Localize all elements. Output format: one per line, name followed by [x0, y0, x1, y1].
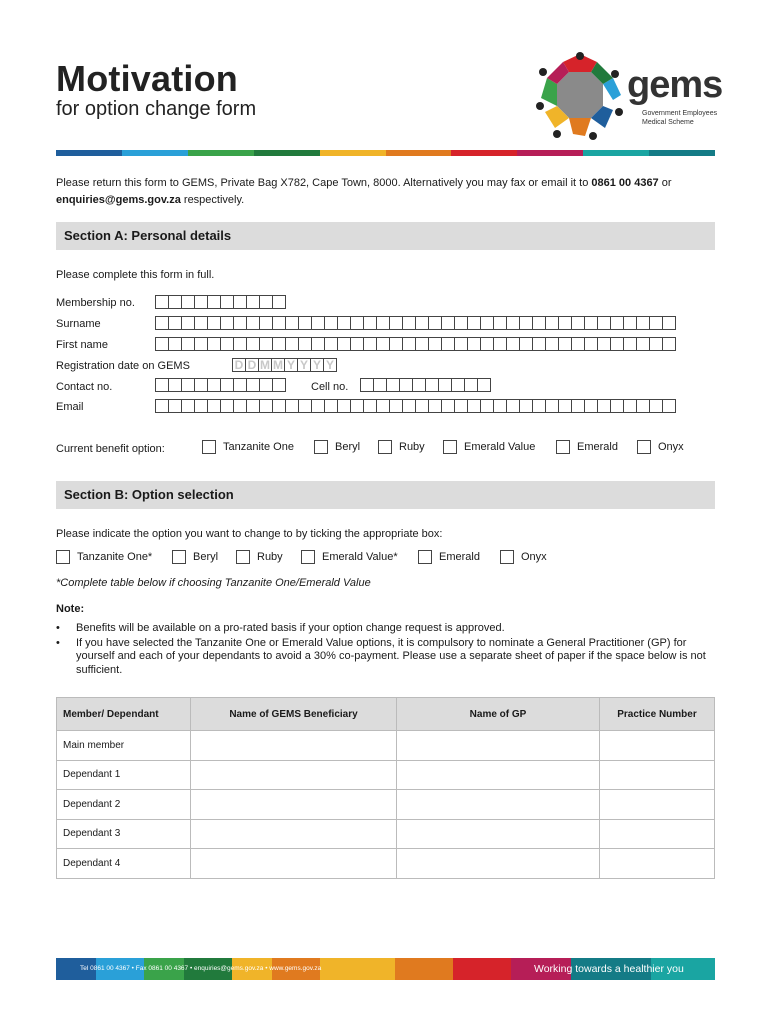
char-box[interactable]: [493, 399, 507, 413]
color-segment: [386, 150, 452, 156]
char-box[interactable]: [415, 316, 429, 330]
practice-number-cell[interactable]: [600, 790, 715, 820]
email-label: Email: [56, 401, 84, 413]
char-box[interactable]: [272, 295, 286, 309]
section-b-instruction: Please indicate the option you want to change to by ticking the appropriate box:: [56, 528, 443, 540]
option-label: Ruby: [399, 441, 425, 453]
char-box[interactable]: [220, 399, 234, 413]
column-header: Name of GEMS Beneficiary: [191, 698, 397, 731]
date-char-box[interactable]: Y: [310, 358, 324, 372]
char-box[interactable]: [220, 378, 234, 392]
checkbox[interactable]: [418, 550, 432, 564]
date-char-box[interactable]: M: [273, 358, 283, 372]
char-box[interactable]: [467, 316, 481, 330]
char-box[interactable]: [155, 316, 169, 330]
color-segment: [320, 150, 386, 156]
beneficiary-cell[interactable]: [191, 790, 397, 820]
checkbox[interactable]: [443, 440, 457, 454]
beneficiary-cell[interactable]: [191, 819, 397, 849]
note-item: • Benefits will be available on a pro-rated basis if your option change request is approved.: [56, 622, 505, 634]
color-segment: [451, 150, 517, 156]
char-box[interactable]: [337, 316, 351, 330]
char-box[interactable]: [415, 399, 429, 413]
char-box[interactable]: [649, 316, 663, 330]
fax-number: 0861 00 4367: [591, 177, 659, 189]
note-list: [56, 622, 706, 678]
char-box[interactable]: [519, 316, 533, 330]
char-box[interactable]: [451, 378, 465, 392]
char-box[interactable]: [454, 399, 468, 413]
char-box[interactable]: [272, 337, 286, 351]
gp-name-cell[interactable]: [397, 731, 600, 761]
current-option-emerald[interactable]: [556, 440, 618, 454]
char-box[interactable]: [246, 337, 260, 351]
char-box[interactable]: [441, 316, 455, 330]
char-box[interactable]: [220, 295, 234, 309]
char-box[interactable]: [636, 399, 650, 413]
registration-date-label: Registration date on GEMS: [56, 360, 190, 372]
char-box[interactable]: [246, 378, 260, 392]
footer-contact: Tel 0861 00 4367 • Fax 0861 00 4367 • enquiries@gems.gov.za • www.gems.gov.za: [80, 965, 322, 972]
char-box[interactable]: [337, 337, 351, 351]
checkbox[interactable]: [637, 440, 651, 454]
current-benefit-label: Current benefit option:: [56, 443, 165, 455]
char-box[interactable]: [259, 337, 273, 351]
char-box[interactable]: [298, 337, 312, 351]
char-box[interactable]: [558, 316, 572, 330]
char-box[interactable]: [233, 399, 247, 413]
char-box[interactable]: [363, 399, 377, 413]
char-box[interactable]: [493, 316, 507, 330]
char-box[interactable]: [402, 399, 416, 413]
char-box[interactable]: [428, 399, 442, 413]
gp-nomination-table: [56, 697, 715, 879]
char-box[interactable]: [168, 316, 182, 330]
beneficiary-cell[interactable]: [191, 849, 397, 879]
char-box[interactable]: [389, 399, 403, 413]
char-box[interactable]: [428, 316, 442, 330]
char-box[interactable]: [233, 378, 247, 392]
char-box[interactable]: [610, 316, 624, 330]
char-box[interactable]: [493, 337, 507, 351]
char-box[interactable]: [558, 399, 572, 413]
practice-number-cell[interactable]: [600, 849, 715, 879]
intro-text-mid: or: [658, 177, 672, 189]
section-b-title: Section B: Option selection: [64, 487, 234, 502]
char-box[interactable]: [636, 337, 650, 351]
current-option-ruby[interactable]: [378, 440, 425, 454]
gp-name-cell[interactable]: [397, 760, 600, 790]
current-option-emerald-value[interactable]: [443, 440, 535, 454]
char-box[interactable]: [168, 337, 182, 351]
char-box[interactable]: [311, 337, 325, 351]
footer-tagline: Working towards a healthier you: [534, 963, 684, 975]
option-label: Onyx: [521, 551, 547, 563]
char-box[interactable]: [402, 337, 416, 351]
page-subtitle: for option change form: [56, 98, 257, 120]
char-box[interactable]: [584, 337, 598, 351]
char-box[interactable]: [506, 337, 520, 351]
char-box[interactable]: [259, 378, 273, 392]
note-text: If you have selected the Tanzanite One or Emerald Value options, it is compulsory to nominate a General Practitioner (GP) for yourself and each of your dependants to avoid a 30% co-payment. Please use a separate sheet of paper if the space below is not sufficient.: [76, 636, 706, 676]
new-option-tanzanite-one[interactable]: [56, 550, 152, 564]
char-box[interactable]: [194, 316, 208, 330]
color-segment: [56, 150, 122, 156]
intro-text: Please return this form to GEMS, Private Bag X782, Cape Town, 8000. Alternatively you may fax or email it to: [56, 177, 592, 189]
intro-text-end: respectively.: [180, 194, 245, 206]
char-box[interactable]: [363, 316, 377, 330]
first-name-label: First name: [56, 339, 108, 351]
color-segment: [188, 150, 254, 156]
char-box[interactable]: [181, 295, 195, 309]
char-box[interactable]: [285, 337, 299, 351]
email-address: enquiries@gems.gov.za: [56, 194, 181, 206]
char-box[interactable]: [464, 378, 478, 392]
char-box[interactable]: [454, 337, 468, 351]
char-box[interactable]: [480, 399, 494, 413]
char-box[interactable]: [467, 337, 481, 351]
char-box[interactable]: [454, 316, 468, 330]
practice-number-cell[interactable]: [600, 731, 715, 761]
row-label: Dependant 3: [57, 819, 191, 849]
char-box[interactable]: [155, 295, 169, 309]
char-box[interactable]: [324, 399, 338, 413]
option-label: Emerald: [577, 441, 618, 453]
char-box[interactable]: [480, 337, 494, 351]
date-char-box[interactable]: D: [232, 358, 246, 372]
char-box[interactable]: [360, 378, 374, 392]
checkbox[interactable]: [172, 550, 186, 564]
char-box[interactable]: [623, 337, 637, 351]
char-box[interactable]: [259, 295, 273, 309]
char-box[interactable]: [155, 378, 169, 392]
option-label: Emerald: [439, 551, 480, 563]
char-box[interactable]: [571, 337, 585, 351]
header-color-bar: [56, 150, 715, 156]
footer-bar: [56, 958, 715, 980]
section-b-header: [56, 481, 715, 509]
char-box[interactable]: [181, 316, 195, 330]
char-box[interactable]: [246, 295, 260, 309]
char-box[interactable]: [272, 378, 286, 392]
note-item: • If you have selected the Tanzanite One or Emerald Value options, it is compulsory to nominate a General Practitioner (GP) for yourself and each of your dependants to avoid a 30% co-payment. Please use a separate sheet of paper if the space below is not sufficient.: [56, 636, 706, 676]
char-box[interactable]: [467, 399, 481, 413]
char-box[interactable]: [402, 316, 416, 330]
char-box[interactable]: [477, 378, 491, 392]
surname-input[interactable]: [155, 316, 675, 330]
surname-label: Surname: [56, 318, 101, 330]
gems-logo: [535, 50, 723, 140]
cell-number-input[interactable]: [360, 378, 490, 392]
checkbox[interactable]: [236, 550, 250, 564]
char-box[interactable]: [311, 316, 325, 330]
char-box[interactable]: [337, 399, 351, 413]
date-char-box[interactable]: M: [260, 358, 270, 372]
checkbox[interactable]: [56, 550, 70, 564]
char-box[interactable]: [168, 295, 182, 309]
char-box[interactable]: [571, 399, 585, 413]
membership-label: Membership no.: [56, 297, 135, 309]
email-input[interactable]: [155, 399, 675, 413]
char-box[interactable]: [597, 316, 611, 330]
char-box[interactable]: [194, 337, 208, 351]
section-a-header: [56, 222, 715, 250]
color-segment: [649, 150, 715, 156]
current-option-beryl[interactable]: [314, 440, 360, 454]
char-box[interactable]: [376, 337, 390, 351]
first-name-input[interactable]: [155, 337, 675, 351]
char-box[interactable]: [285, 399, 299, 413]
option-label: Onyx: [658, 441, 684, 453]
char-box[interactable]: [389, 316, 403, 330]
column-header: Member/ Dependant: [57, 698, 191, 731]
char-box[interactable]: [506, 399, 520, 413]
section-a-instruction: Please complete this form in full.: [56, 269, 215, 281]
char-box[interactable]: [545, 316, 559, 330]
char-box[interactable]: [311, 399, 325, 413]
char-box[interactable]: [373, 378, 387, 392]
char-box[interactable]: [220, 316, 234, 330]
char-box[interactable]: [662, 399, 676, 413]
color-segment: [517, 150, 583, 156]
char-box[interactable]: [662, 337, 676, 351]
column-header: Practice Number: [600, 698, 715, 731]
char-box[interactable]: [506, 316, 520, 330]
char-box[interactable]: [207, 316, 221, 330]
char-box[interactable]: [636, 316, 650, 330]
char-box[interactable]: [519, 337, 533, 351]
checkbox[interactable]: [202, 440, 216, 454]
char-box[interactable]: [571, 316, 585, 330]
char-box[interactable]: [246, 316, 260, 330]
char-box[interactable]: [259, 399, 273, 413]
char-box[interactable]: [207, 295, 221, 309]
char-box[interactable]: [350, 316, 364, 330]
option-label: Emerald Value: [464, 441, 536, 453]
intro-paragraph: [56, 175, 716, 209]
char-box[interactable]: [662, 316, 676, 330]
logo-subtitle-2: Medical Scheme: [642, 119, 694, 126]
new-option-ruby[interactable]: [236, 550, 283, 564]
char-box[interactable]: [272, 399, 286, 413]
char-box[interactable]: [155, 399, 169, 413]
char-box[interactable]: [532, 399, 546, 413]
char-box[interactable]: [389, 337, 403, 351]
new-option-emerald-value[interactable]: [301, 550, 398, 564]
char-box[interactable]: [545, 399, 559, 413]
table-row: [57, 731, 715, 761]
checkbox[interactable]: [314, 440, 328, 454]
color-segment: [254, 150, 320, 156]
current-option-tanzanite-one[interactable]: [202, 440, 294, 454]
char-box[interactable]: [519, 399, 533, 413]
char-box[interactable]: [285, 316, 299, 330]
footnote: *Complete table below if choosing Tanzanite One/Emerald Value: [56, 577, 371, 589]
date-char-box[interactable]: Y: [323, 358, 337, 372]
char-box[interactable]: [194, 378, 208, 392]
color-segment: [583, 150, 649, 156]
gems-emblem-icon: [535, 50, 625, 140]
char-box[interactable]: [425, 378, 439, 392]
option-label: Beryl: [193, 551, 219, 563]
char-box[interactable]: [194, 399, 208, 413]
checkbox[interactable]: [378, 440, 392, 454]
section-a-title: Section A: Personal details: [64, 228, 232, 243]
char-box[interactable]: [207, 378, 221, 392]
contact-number-input[interactable]: [155, 378, 285, 392]
practice-number-cell[interactable]: [600, 760, 715, 790]
date-char-box[interactable]: Y: [284, 358, 298, 372]
gp-name-cell[interactable]: [397, 849, 600, 879]
char-box[interactable]: [168, 378, 182, 392]
table-row: [57, 849, 715, 879]
char-box[interactable]: [558, 337, 572, 351]
char-box[interactable]: [532, 337, 546, 351]
char-box[interactable]: [584, 316, 598, 330]
membership-number-input[interactable]: [155, 295, 285, 309]
char-box[interactable]: [441, 399, 455, 413]
char-box[interactable]: [415, 337, 429, 351]
option-label: Emerald Value*: [322, 551, 398, 563]
char-box[interactable]: [272, 316, 286, 330]
footer-color-segment: [320, 958, 395, 980]
note-text: Benefits will be available on a pro-rated basis if your option change request is approved.: [76, 622, 505, 634]
char-box[interactable]: [480, 316, 494, 330]
char-box[interactable]: [376, 399, 390, 413]
char-box[interactable]: [597, 399, 611, 413]
char-box[interactable]: [428, 337, 442, 351]
char-box[interactable]: [207, 337, 221, 351]
registration-date-input[interactable]: [232, 358, 336, 372]
char-box[interactable]: [298, 399, 312, 413]
char-box[interactable]: [233, 337, 247, 351]
char-box[interactable]: [623, 316, 637, 330]
char-box[interactable]: [155, 337, 169, 351]
char-box[interactable]: [532, 316, 546, 330]
practice-number-cell[interactable]: [600, 819, 715, 849]
footer-color-segment: [395, 958, 453, 980]
char-box[interactable]: [610, 337, 624, 351]
char-box[interactable]: [412, 378, 426, 392]
option-label: Tanzanite One*: [77, 551, 153, 563]
checkbox[interactable]: [500, 550, 514, 564]
char-box[interactable]: [597, 337, 611, 351]
char-box[interactable]: [438, 378, 452, 392]
gp-name-cell[interactable]: [397, 819, 600, 849]
char-box[interactable]: [350, 399, 364, 413]
row-label: Main member: [57, 731, 191, 761]
char-box[interactable]: [298, 316, 312, 330]
char-box[interactable]: [181, 337, 195, 351]
column-header: Name of GP: [397, 698, 600, 731]
new-option-onyx[interactable]: [500, 550, 547, 564]
new-option-emerald[interactable]: [418, 550, 480, 564]
option-label: Ruby: [257, 551, 283, 563]
char-box[interactable]: [324, 337, 338, 351]
table-row: [57, 790, 715, 820]
gp-name-cell[interactable]: [397, 790, 600, 820]
char-box[interactable]: [386, 378, 400, 392]
table-row: [57, 760, 715, 790]
color-segment: [122, 150, 188, 156]
current-option-onyx[interactable]: [637, 440, 684, 454]
logo-subtitle-1: Government Employees: [642, 110, 718, 117]
checkbox[interactable]: [301, 550, 315, 564]
char-box[interactable]: [207, 399, 221, 413]
row-label: Dependant 2: [57, 790, 191, 820]
beneficiary-cell[interactable]: [191, 760, 397, 790]
char-box[interactable]: [233, 316, 247, 330]
table-header-row: [57, 698, 715, 731]
logo-wordmark: gems: [627, 64, 723, 106]
char-box[interactable]: [168, 399, 182, 413]
row-label: Dependant 4: [57, 849, 191, 879]
beneficiary-cell[interactable]: [191, 731, 397, 761]
row-label: Dependant 1: [57, 760, 191, 790]
char-box[interactable]: [350, 337, 364, 351]
char-box[interactable]: [623, 399, 637, 413]
char-box[interactable]: [610, 399, 624, 413]
date-char-box[interactable]: D: [245, 358, 259, 372]
char-box[interactable]: [376, 316, 390, 330]
char-box[interactable]: [233, 295, 247, 309]
char-box[interactable]: [259, 316, 273, 330]
char-box[interactable]: [584, 399, 598, 413]
option-label: Beryl: [335, 441, 361, 453]
table-row: [57, 819, 715, 849]
char-box[interactable]: [363, 337, 377, 351]
option-label: Tanzanite One: [223, 441, 294, 453]
char-box[interactable]: [194, 295, 208, 309]
char-box[interactable]: [649, 399, 663, 413]
contact-label: Contact no.: [56, 381, 113, 393]
char-box[interactable]: [649, 337, 663, 351]
page-title: Motivation: [56, 58, 238, 99]
note-label: Note:: [56, 603, 85, 615]
char-box[interactable]: [441, 337, 455, 351]
checkbox[interactable]: [556, 440, 570, 454]
char-box[interactable]: [181, 378, 195, 392]
char-box[interactable]: [399, 378, 413, 392]
char-box[interactable]: [324, 316, 338, 330]
cell-label: Cell no.: [311, 381, 349, 393]
char-box[interactable]: [545, 337, 559, 351]
date-char-box[interactable]: Y: [297, 358, 311, 372]
char-box[interactable]: [220, 337, 234, 351]
char-box[interactable]: [181, 399, 195, 413]
char-box[interactable]: [246, 399, 260, 413]
footer-color-segment: [453, 958, 511, 980]
new-option-beryl[interactable]: [172, 550, 218, 564]
